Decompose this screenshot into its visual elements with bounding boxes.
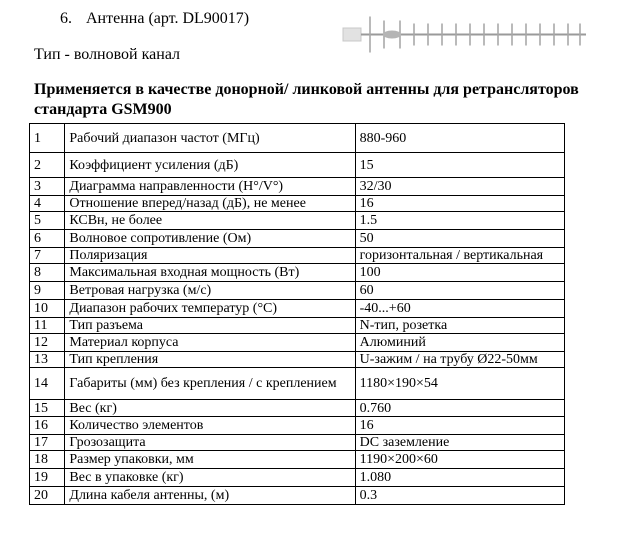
spec-name: Грозозащита <box>65 435 355 451</box>
spec-index: 14 <box>30 368 65 400</box>
spec-name: Отношение вперед/назад (дБ), не менее <box>65 196 355 212</box>
spec-index: 12 <box>30 334 65 352</box>
spec-row <box>30 334 565 352</box>
spec-index: 5 <box>30 212 65 230</box>
spec-name: Поляризация <box>65 248 355 264</box>
spec-name: КСВн, не более <box>65 212 355 230</box>
spec-value: 60 <box>355 282 564 300</box>
spec-index: 13 <box>30 352 65 368</box>
spec-value: -40...+60 <box>355 300 564 318</box>
spec-row <box>30 124 565 153</box>
spec-row <box>30 248 565 264</box>
spec-row <box>30 264 565 282</box>
spec-name: Материал корпуса <box>65 334 355 352</box>
spec-value: 0.3 <box>355 487 564 505</box>
spec-value: 880-960 <box>355 124 564 153</box>
spec-index: 2 <box>30 153 65 178</box>
specifications-table <box>29 123 565 505</box>
spec-index: 4 <box>30 196 65 212</box>
spec-row <box>30 487 565 505</box>
spec-value: 50 <box>355 230 564 248</box>
spec-value: 32/30 <box>355 178 564 196</box>
section-heading <box>60 10 249 28</box>
spec-index: 17 <box>30 435 65 451</box>
spec-index: 11 <box>30 318 65 334</box>
spec-name: Вес (кг) <box>65 400 355 417</box>
spec-value: 16 <box>355 196 564 212</box>
yagi-antenna-image <box>340 14 590 56</box>
spec-row <box>30 469 565 487</box>
spec-value: 1.5 <box>355 212 564 230</box>
spec-name: Максимальная входная мощность (Вт) <box>65 264 355 282</box>
spec-row <box>30 178 565 196</box>
spec-row <box>30 212 565 230</box>
spec-name: Количество элементов <box>65 417 355 435</box>
spec-row <box>30 153 565 178</box>
spec-row <box>30 368 565 400</box>
spec-value: DC заземление <box>355 435 564 451</box>
antenna-type-line: Тип - волновой канал <box>34 46 181 63</box>
spec-value: 1190×200×60 <box>355 451 564 469</box>
spec-row <box>30 282 565 300</box>
spec-row <box>30 196 565 212</box>
spec-name: Коэффициент усиления (дБ) <box>65 153 355 178</box>
spec-name: Ветровая нагрузка (м/с) <box>65 282 355 300</box>
spec-index: 1 <box>30 124 65 153</box>
spec-index: 10 <box>30 300 65 318</box>
spec-index: 15 <box>30 400 65 417</box>
spec-index: 8 <box>30 264 65 282</box>
spec-name: Тип крепления <box>65 352 355 368</box>
spec-value: 0.760 <box>355 400 564 417</box>
section-title: Антенна (арт. DL90017) <box>86 10 250 27</box>
spec-row <box>30 352 565 368</box>
spec-row <box>30 318 565 334</box>
spec-value: горизонтальная / вертикальная <box>355 248 564 264</box>
spec-row <box>30 417 565 435</box>
spec-name: Размер упаковки, мм <box>65 451 355 469</box>
spec-index: 9 <box>30 282 65 300</box>
spec-value: 100 <box>355 264 564 282</box>
spec-name: Рабочий диапазон частот (МГц) <box>65 124 355 153</box>
spec-index: 16 <box>30 417 65 435</box>
spec-value: 1.080 <box>355 469 564 487</box>
spec-value: 1180×190×54 <box>355 368 564 400</box>
spec-name: Тип разъема <box>65 318 355 334</box>
spec-name: Габариты (мм) без крепления / с креплением <box>65 368 355 400</box>
section-number: 6. <box>60 10 72 27</box>
spec-name: Диаграмма направленности (Н°/V°) <box>65 178 355 196</box>
spec-name: Длина кабеля антенны, (м) <box>65 487 355 505</box>
spec-value: Алюминий <box>355 334 564 352</box>
spec-name: Волновое сопротивление (Ом) <box>65 230 355 248</box>
spec-value: 16 <box>355 417 564 435</box>
spec-name: Вес в упаковке (кг) <box>65 469 355 487</box>
spec-value: N-тип, розетка <box>355 318 564 334</box>
spec-name: Диапазон рабочих температур (°С) <box>65 300 355 318</box>
spec-index: 20 <box>30 487 65 505</box>
spec-row <box>30 400 565 417</box>
spec-row <box>30 300 565 318</box>
spec-index: 18 <box>30 451 65 469</box>
spec-index: 7 <box>30 248 65 264</box>
spec-value: U-зажим / на трубу Ø22-50мм <box>355 352 564 368</box>
purpose-statement: Применяется в качестве донорной/ линковой антенны для ретрансляторов стандарта GSM900 <box>34 81 579 118</box>
spec-index: 3 <box>30 178 65 196</box>
spec-value: 15 <box>355 153 564 178</box>
spec-index: 6 <box>30 230 65 248</box>
spec-index: 19 <box>30 469 65 487</box>
spec-row <box>30 435 565 451</box>
spec-row <box>30 230 565 248</box>
spec-row <box>30 451 565 469</box>
